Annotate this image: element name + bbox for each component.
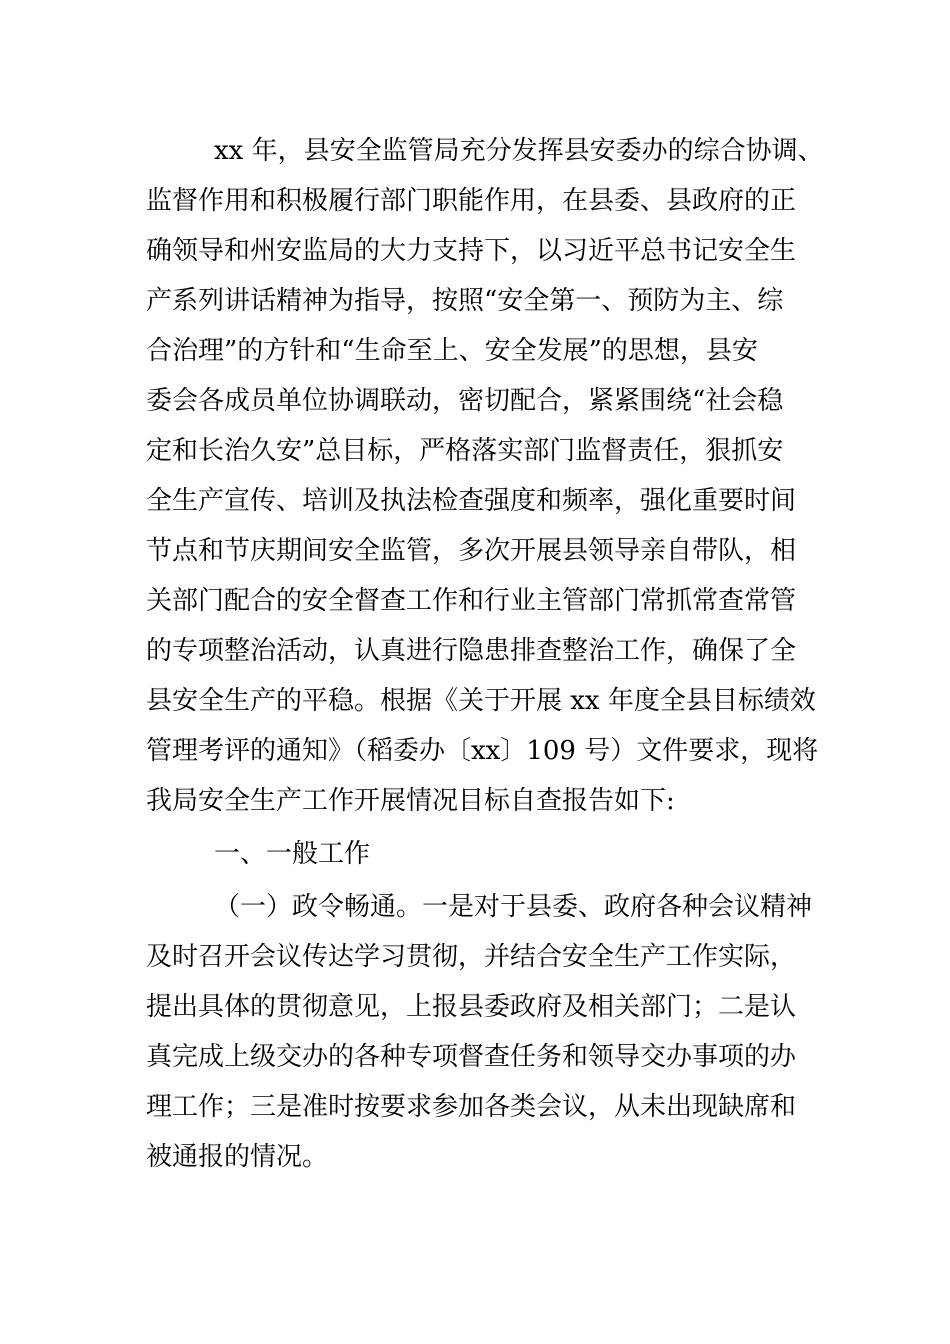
text-line: 真完成上级交办的各种专项督查任务和领导交办事项的办 xyxy=(146,1042,797,1072)
text-line: 我局安全生产工作开展情况目标自查报告如下: xyxy=(146,786,675,816)
text-line: 理工作；三是准时按要求参加各类会议，从未出现缺席和 xyxy=(146,1092,797,1122)
text-line: 确领导和州安监局的大力支持下，以习近平总书记安全生 xyxy=(146,236,797,266)
text-line: 委会各成员单位协调联动，密切配合，紧紧围绕“社会稳 xyxy=(146,386,784,416)
text-line: 合治理”的方针和“生命至上、安全发展”的思想，县安 xyxy=(146,336,758,366)
text-line: 节点和节庆期间安全监管，多次开展县领导亲自带队，相 xyxy=(146,536,797,566)
text-line: 县安全生产的平稳。根据《关于开展 xx 年度全县目标绩效 xyxy=(146,686,816,716)
paragraph-intro xyxy=(146,126,824,826)
text-line: 产系列讲话精神为指导，按照“安全第一、预防为主、综 xyxy=(146,286,784,316)
text-line: （一）政令畅通。一是对于县委、政府各种会议精神 xyxy=(214,892,813,922)
text-line: 关部门配合的安全督查工作和行业主管部门常抓常查常管 xyxy=(146,586,797,616)
heading-line: 一、一般工作 xyxy=(214,839,371,869)
text-line: 提出具体的贯彻意见，上报县委政府及相关部门；二是认 xyxy=(146,992,797,1022)
section-heading xyxy=(146,829,806,879)
text-line: 被通报的情况。 xyxy=(146,1142,329,1172)
text-line: 定和长治久安”总目标，严格落实部门监督责任，狠抓安 xyxy=(146,436,784,466)
text-line: 管理考评的通知》（稻委办〔xx〕109 号）文件要求，现将 xyxy=(146,736,819,766)
text-line: 的专项整治活动，认真进行隐患排查整治工作，确保了全 xyxy=(146,636,797,666)
text-line: 监督作用和积极履行部门职能作用，在县委、县政府的正 xyxy=(146,186,797,216)
text-line: 全生产宣传、培训及执法检查强度和频率，强化重要时间 xyxy=(146,486,797,516)
text-line: 及时召开会议传达学习贯彻，并结合安全生产工作实际， xyxy=(146,942,797,972)
document-body xyxy=(146,126,824,1182)
text-line: xx 年，县安全监管局充分发挥县安委办的综合协调、 xyxy=(214,136,824,166)
paragraph-section-1 xyxy=(146,882,813,1182)
